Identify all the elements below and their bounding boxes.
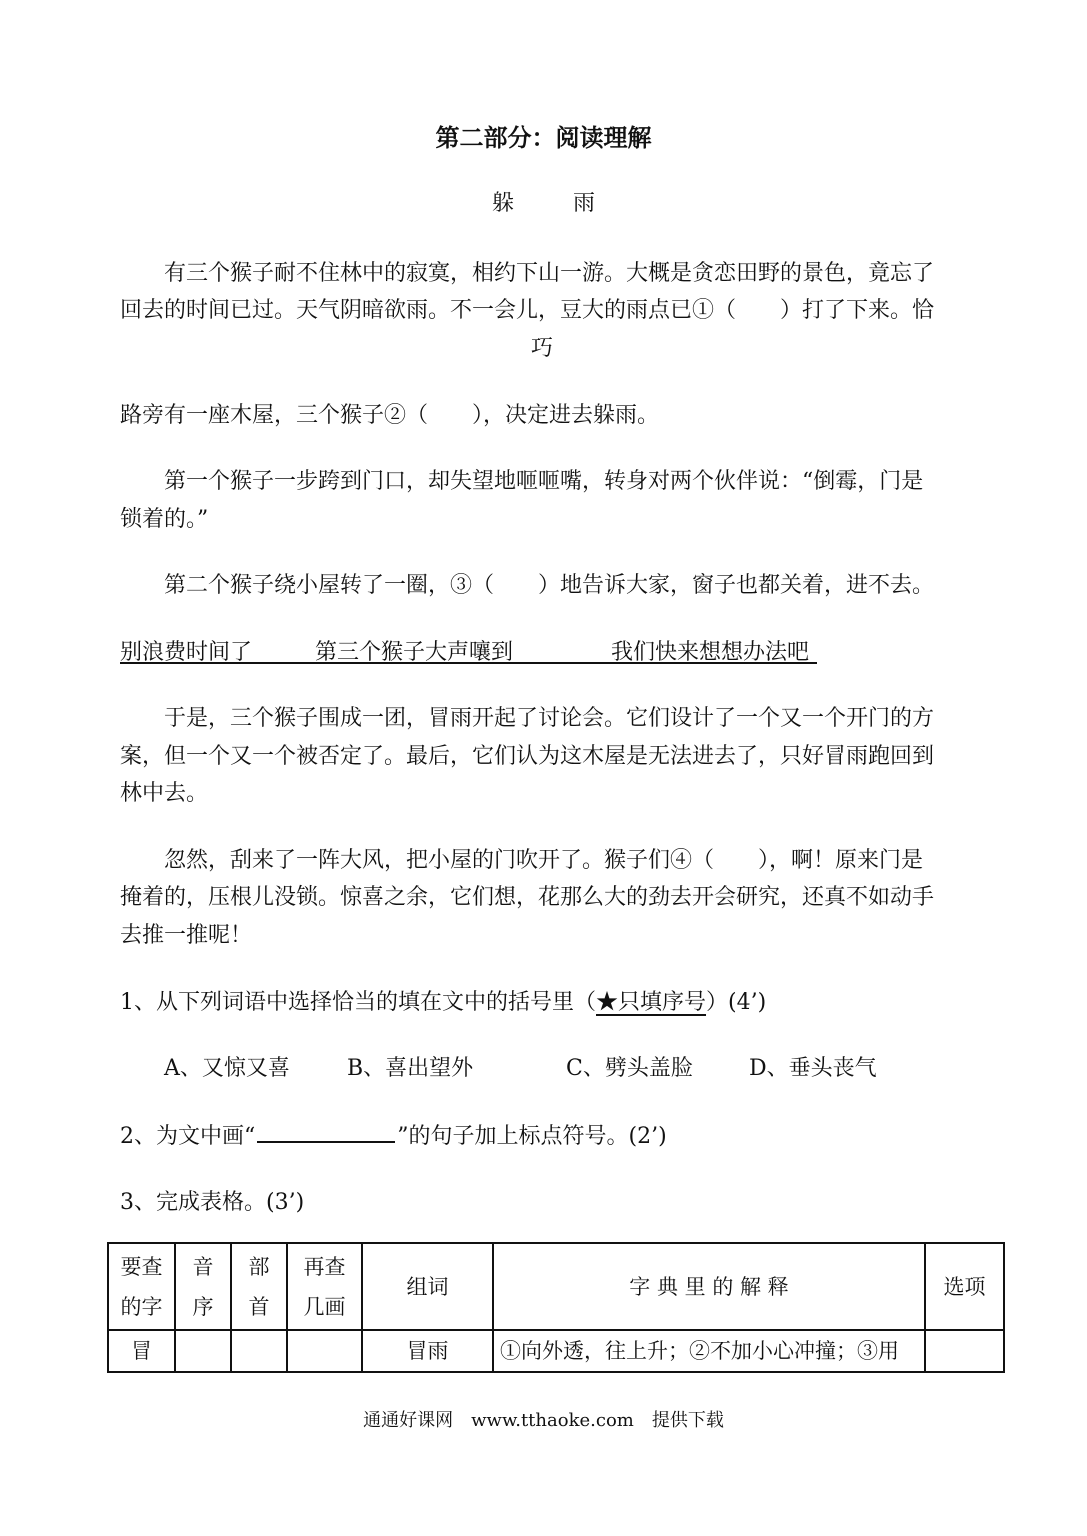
header-strokes: 再查 几画 <box>287 1243 362 1330</box>
passage-line: 忽然，刮来了一阵大风，把小屋的门吹开了。猴子们④（ ），啊！原来门是 <box>164 848 924 873</box>
underline-blank <box>257 1123 395 1143</box>
question-2 <box>120 1119 667 1150</box>
passage-line: 有三个猴子耐不住林中的寂寞，相约下山一游。大概是贪恋田野的景色，竟忘了 <box>164 261 935 286</box>
header-definition: 字 典 里 的 解 释 <box>493 1243 925 1330</box>
question-1 <box>120 985 766 1016</box>
option-c: C、劈头盖脸 <box>566 1056 693 1081</box>
passage-line: 第二个猴子绕小屋转了一圈，③（ ）地告诉大家，窗子也都关着，进不去。 <box>164 573 935 598</box>
story-title-char-1: 躲 <box>492 191 515 216</box>
underlined-sentence <box>120 635 817 664</box>
cell-char: 冒 <box>108 1330 175 1372</box>
dictionary-table <box>107 1242 1005 1373</box>
passage-line: 掩着的，压根儿没锁。惊喜之余，它们想，花那么大的劲去开会研究，还真不如动手 <box>120 885 935 910</box>
cell-strokes <box>287 1330 362 1372</box>
passage-line: 案，但一个又一个被否定了。最后，它们认为这木屋是无法进去了，只好冒雨跑回到 <box>120 744 935 769</box>
question-2-prefix: 2、为文中画“ <box>120 1124 256 1149</box>
cell-definition: ①向外透，往上升；②不加小心冲撞；③用 <box>493 1330 925 1372</box>
passage-line: 第一个猴子一步跨到门口，却失望地咂咂嘴，转身对两个伙伴说：“倒霉，门是 <box>164 469 924 494</box>
header-phonetic: 音 序 <box>175 1243 231 1330</box>
header-radical: 部 首 <box>231 1243 287 1330</box>
table-row <box>108 1330 1004 1372</box>
cell-phonetic <box>175 1330 231 1372</box>
question-1-prefix: 1、从下列词语中选择恰当的填在文中的括号里（ <box>120 990 596 1015</box>
question-2-suffix: ”的句子加上标点符号。(2’) <box>397 1124 667 1149</box>
passage-line: 路旁有一座木屋，三个猴子②（ ），决定进去躲雨。 <box>120 403 660 428</box>
underlined-part-2: 第三个猴子大声嚷到 <box>315 640 514 665</box>
cell-option <box>925 1330 1004 1372</box>
option-d: D、垂头丧气 <box>749 1056 877 1081</box>
passage-line: 巧 <box>531 336 554 361</box>
footer-note: 通通好课网 www.tthaoke.com 提供下载 <box>363 1410 724 1431</box>
header-option: 选项 <box>925 1243 1004 1330</box>
cell-radical <box>231 1330 287 1372</box>
passage-line: 去推一推呢！ <box>120 923 253 948</box>
underlined-part-1: 别浪费时间了 <box>120 640 253 665</box>
question-1-star-note: ★只填序号 <box>596 990 707 1015</box>
question-3: 3、完成表格。(3’) <box>120 1190 305 1215</box>
option-a: A、又惊又喜 <box>164 1056 290 1081</box>
header-char: 要查 的字 <box>108 1243 175 1330</box>
option-b: B、喜出望外 <box>347 1056 474 1081</box>
underlined-part-3: 我们快来想想办法吧 <box>611 640 810 665</box>
passage-line: 回去的时间已过。天气阴暗欲雨。不一会儿，豆大的雨点已①（ ）打了下来。恰 <box>120 298 935 323</box>
passage-line: 林中去。 <box>120 781 209 806</box>
question-1-suffix: ）(4’) <box>706 990 767 1015</box>
table-header-row <box>108 1243 1004 1330</box>
header-words: 组词 <box>362 1243 493 1330</box>
story-title-char-2: 雨 <box>573 191 596 216</box>
passage-line: 于是，三个猴子围成一团，冒雨开起了讨论会。它们设计了一个又一个开门的方 <box>164 706 935 731</box>
page-title: 第二部分：阅读理解 <box>435 123 652 152</box>
cell-words: 冒雨 <box>362 1330 493 1372</box>
passage-line: 锁着的。” <box>120 507 209 532</box>
